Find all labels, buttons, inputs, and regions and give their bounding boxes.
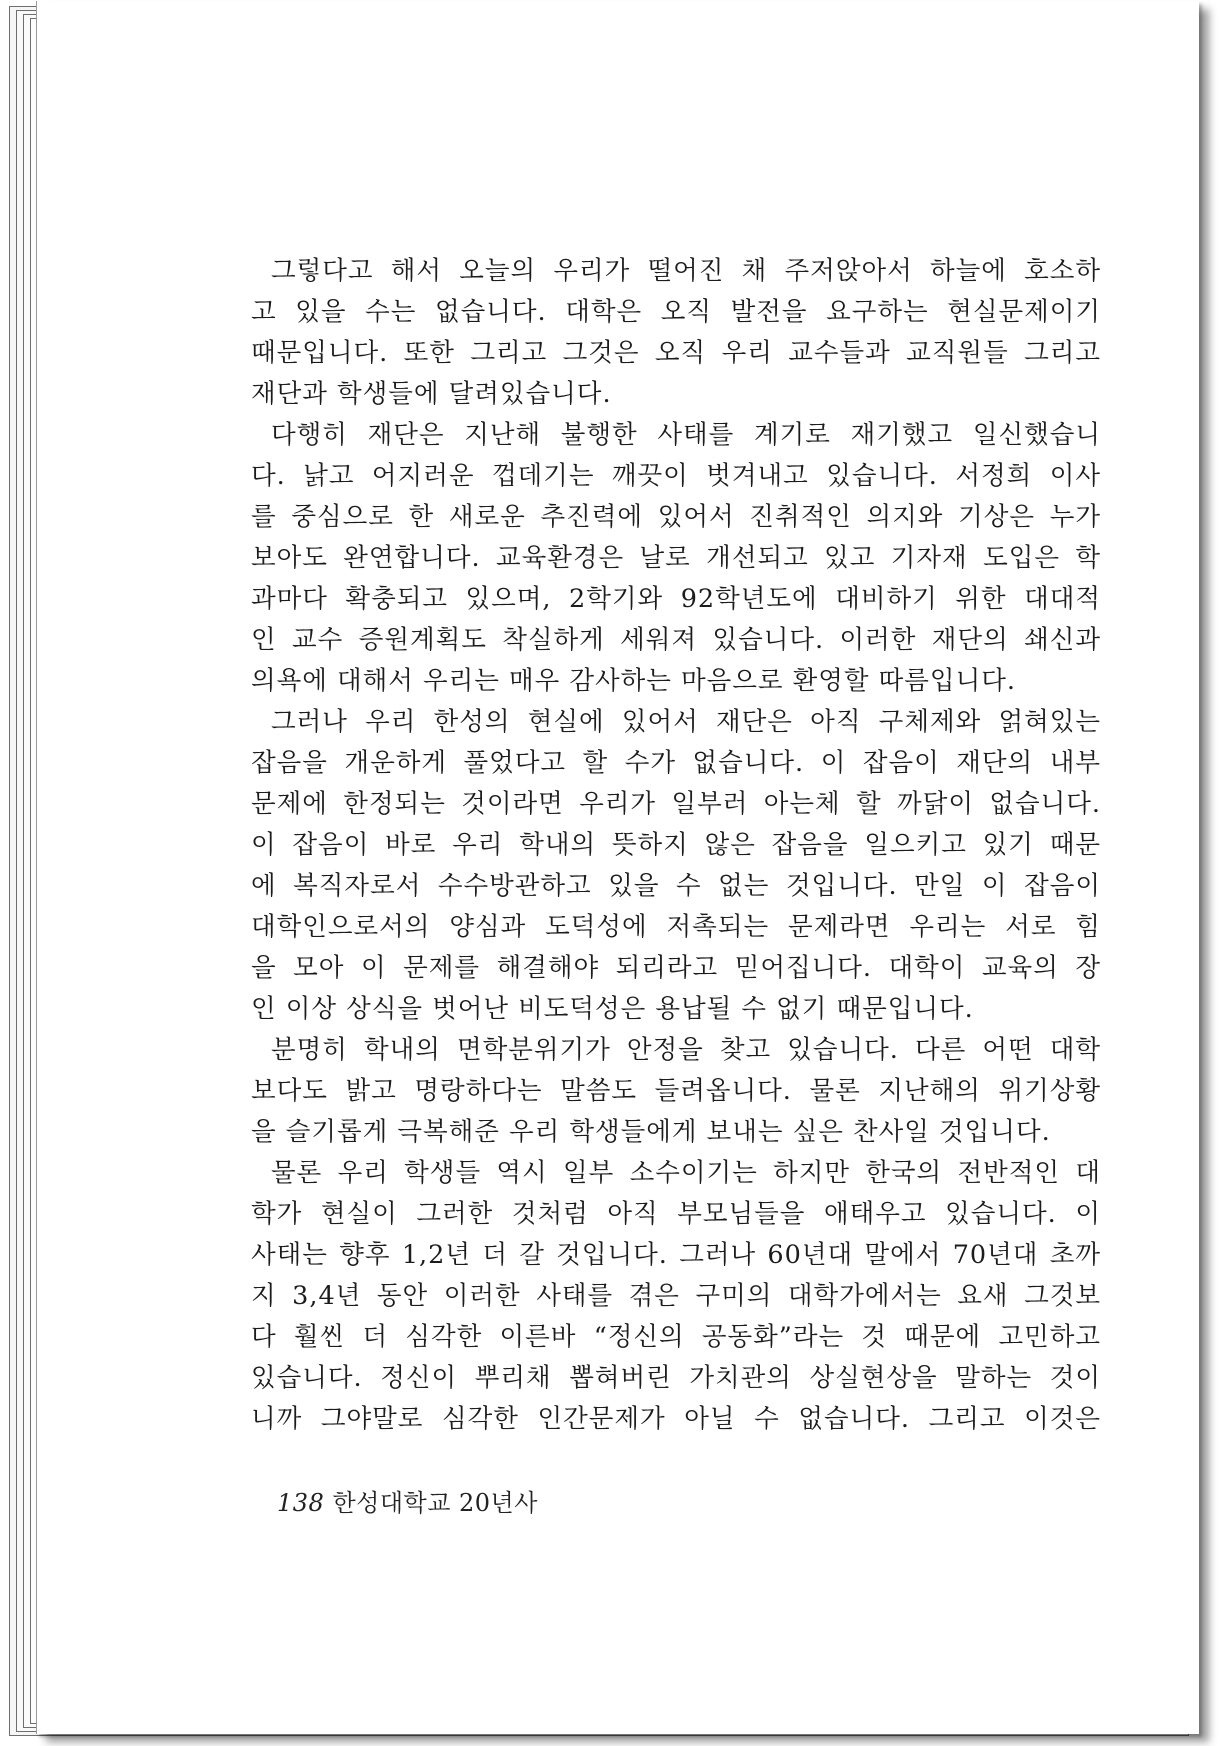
text-line: 에 복직자로서 수수방관하고 있을 수 없는 것입니다. 만일 이 잡음이 [251, 871, 1101, 901]
text-line: 문제에 한정되는 것이라면 우리가 일부러 아는체 할 까닭이 없습니다. [251, 789, 1101, 819]
text-line: 지 3,4년 동안 이러한 사태를 겪은 구미의 대학가에서는 요새 그것보 [251, 1281, 1101, 1311]
text-line: 다. 낡고 어지러운 껍데기는 깨끗이 벗겨내고 있습니다. 서정희 이사 [251, 461, 1101, 491]
page-footer [277, 1483, 538, 1518]
document-page [36, 1, 1199, 1734]
text-line: 그렇다고 해서 오늘의 우리가 떨어진 채 주저앉아서 하늘에 호소하 [271, 256, 1101, 286]
text-line: 인 교수 증원계획도 착실하게 세워져 있습니다. 이러한 재단의 쇄신과 [251, 625, 1101, 655]
text-line: 의욕에 대해서 우리는 매우 감사하는 마음으로 환영할 따름입니다. [251, 666, 1016, 696]
text-line: 인 이상 상식을 벗어난 비도덕성은 용납될 수 없기 때문입니다. [251, 994, 974, 1024]
text-line: 보다도 밝고 명랑하다는 말씀도 들려옵니다. 물론 지난해의 위기상황 [251, 1076, 1101, 1106]
text-line: 때문입니다. 또한 그리고 그것은 오직 우리 교수들과 교직원들 그리고 [251, 338, 1101, 368]
text-line: 다 훨씬 더 심각한 이른바 “정신의 공동화”라는 것 때문에 고민하고 [251, 1322, 1101, 1352]
text-line: 사태는 향후 1,2년 더 갈 것입니다. 그러나 60년대 말에서 70년대 초까 [251, 1240, 1101, 1270]
page-number: 138 [277, 1489, 325, 1517]
text-line: 있습니다. 정신이 뿌리채 뽑혀버린 가치관의 상실현상을 말하는 것이 [251, 1363, 1101, 1393]
text-line: 물론 우리 학생들 역시 일부 소수이기는 하지만 한국의 전반적인 대 [271, 1158, 1101, 1188]
text-line: 다행히 재단은 지난해 불행한 사태를 계기로 재기했고 일신했습니 [271, 420, 1101, 450]
text-line: 을 슬기롭게 극복해준 우리 학생들에게 보내는 싶은 찬사일 것입니다. [251, 1117, 1051, 1147]
text-line: 보아도 완연합니다. 교육환경은 날로 개선되고 있고 기자재 도입은 학 [251, 543, 1101, 573]
text-line: 재단과 학생들에 달려있습니다. [251, 379, 612, 409]
text-line: 잡음을 개운하게 풀었다고 할 수가 없습니다. 이 잡음이 재단의 내부 [251, 748, 1101, 778]
text-line: 대학인으로서의 양심과 도덕성에 저촉되는 문제라면 우리는 서로 힘 [251, 912, 1101, 942]
text-line: 학가 현실이 그러한 것처럼 아직 부모님들을 애태우고 있습니다. 이 [251, 1199, 1101, 1229]
text-line: 그러나 우리 한성의 현실에 있어서 재단은 아직 구체제와 얽혀있는 [271, 707, 1101, 737]
text-line: 고 있을 수는 없습니다. 대학은 오직 발전을 요구하는 현실문제이기 [251, 297, 1101, 327]
text-line: 분명히 학내의 면학분위기가 안정을 찾고 있습니다. 다른 어떤 대학 [271, 1035, 1101, 1065]
text-line: 과마다 확충되고 있으며, 2학기와 92학년도에 대비하기 위한 대대적 [251, 584, 1101, 614]
body-text [251, 251, 1101, 1440]
text-line: 이 잡음이 바로 우리 학내의 뜻하지 않은 잡음을 일으키고 있기 때문 [251, 830, 1101, 860]
text-line: 를 중심으로 한 새로운 추진력에 있어서 진취적인 의지와 기상은 누가 [251, 502, 1101, 532]
text-line: 니까 그야말로 심각한 인간문제가 아닐 수 없습니다. 그리고 이것은 [251, 1404, 1101, 1434]
book-title: 한성대학교 20년사 [332, 1489, 538, 1517]
text-line: 을 모아 이 문제를 해결해야 되리라고 믿어집니다. 대학이 교육의 장 [251, 953, 1101, 983]
